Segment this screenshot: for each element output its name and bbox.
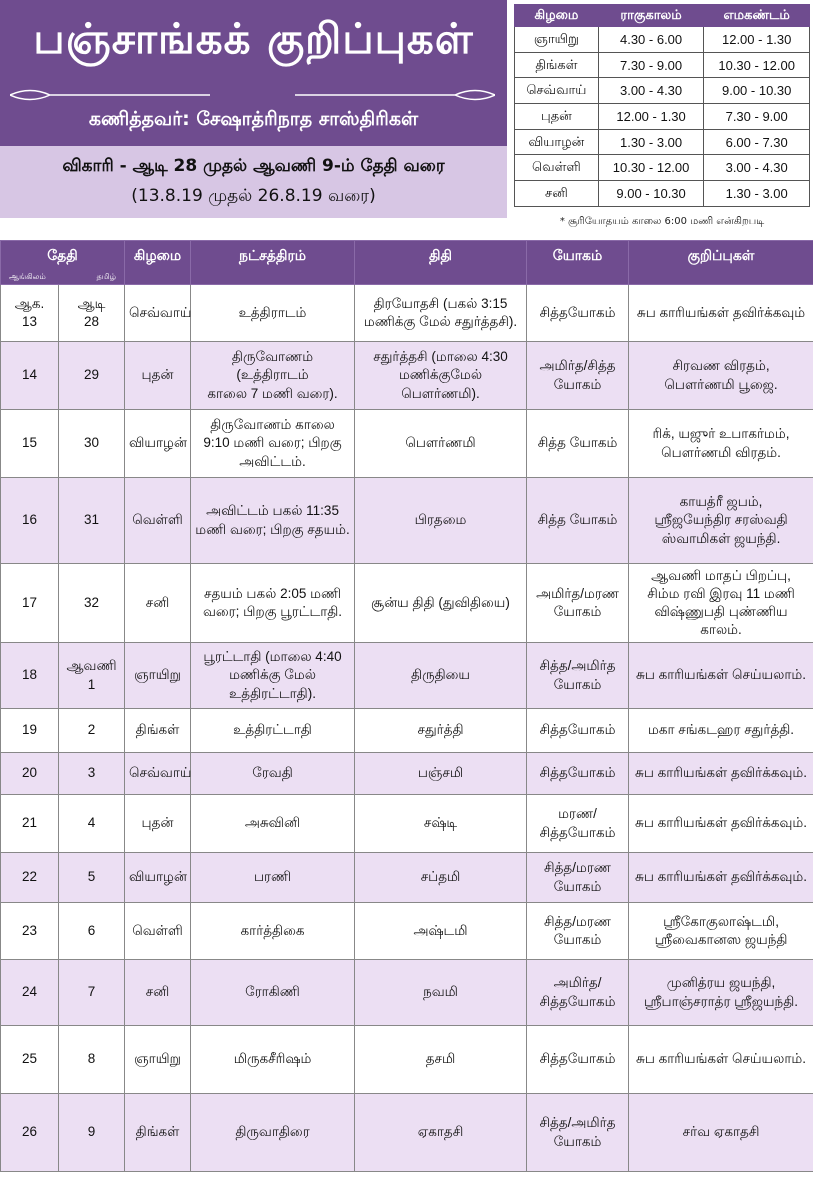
page-title: பஞ்சாங்கக் குறிப்புகள்	[33, 14, 474, 63]
kalam-row	[515, 155, 810, 181]
cell-nakshatra: மிருகசீரிஷம்	[191, 1026, 355, 1094]
cell-weekday: புதன்	[125, 342, 191, 410]
cell-nakshatra: திருவோணம் காலை 9:10 மணி வரை; பிறகு அவிட்டம்.	[191, 410, 355, 478]
cell-weekday: வெள்ளி	[125, 478, 191, 564]
cell-date-tamil: 2	[59, 709, 125, 753]
cell-nakshatra: ரேவதி	[191, 753, 355, 795]
kalam-row	[515, 129, 810, 155]
kalam-day: புதன்	[515, 104, 599, 130]
panchangam-table	[0, 240, 813, 1172]
cell-notes: சுப காரியங்கள் செய்யலாம்.	[629, 643, 813, 709]
cell-date-english: 17	[1, 564, 59, 643]
cell-date-english: 15	[1, 410, 59, 478]
cell-weekday: சனி	[125, 564, 191, 643]
cell-nakshatra: கார்த்திகை	[191, 903, 355, 960]
cell-notes: சுப காரியங்கள் தவிர்க்கவும்	[629, 285, 813, 342]
cell-notes: சர்வ ஏகாதசி	[629, 1094, 813, 1172]
cell-date-english: 14	[1, 342, 59, 410]
kalam-yama-time: 10.30 - 12.00	[704, 52, 810, 78]
cell-yoga: சித்தயோகம்	[527, 709, 629, 753]
kalam-yama-time: 3.00 - 4.30	[704, 155, 810, 181]
cell-date-english: 22	[1, 853, 59, 903]
cell-nakshatra: திருவோணம் (உத்திராடம் காலை 7 மணி வரை).	[191, 342, 355, 410]
divider-ornament-icon	[10, 86, 495, 104]
cell-date-tamil: ஆவணி 1	[59, 643, 125, 709]
table-row	[1, 903, 813, 960]
cell-yoga: சித்த யோகம்	[527, 410, 629, 478]
cell-date-tamil: 32	[59, 564, 125, 643]
kalam-rahu-time: 12.00 - 1.30	[598, 104, 704, 130]
rahu-yama-table	[514, 4, 810, 207]
cell-date-english: 23	[1, 903, 59, 960]
cell-date-tamil: 5	[59, 853, 125, 903]
cell-yoga: சித்தயோகம்	[527, 753, 629, 795]
kalam-day: செவ்வாய்	[515, 78, 599, 104]
cell-notes: மகா சங்கடஹர சதுர்த்தி.	[629, 709, 813, 753]
kalam-day: திங்கள்	[515, 52, 599, 78]
header-nakshatra: நட்சத்திரம்	[191, 241, 355, 285]
cell-nakshatra: உத்திரட்டாதி	[191, 709, 355, 753]
header-notes: குறிப்புகள்	[629, 241, 813, 285]
kalam-header-rahu: ராகுகாலம்	[598, 5, 704, 27]
sunrise-note: * சூரியோதயம் காலை 6:00 மணி என்கிறபடி	[559, 216, 765, 227]
period-tamil: விகாரி - ஆடி 28 முதல் ஆவணி 9-ம் தேதி வரை	[62, 156, 445, 176]
cell-yoga: அமிர்த/மரண யோகம்	[527, 564, 629, 643]
cell-yoga: சித்த/அமிர்த யோகம்	[527, 1094, 629, 1172]
cell-tithi: சதுர்த்தசி (மாலை 4:30 மணிக்குமேல் பௌர்ணமி).	[355, 342, 527, 410]
kalam-rahu-time: 1.30 - 3.00	[598, 129, 704, 155]
cell-nakshatra: பரணி	[191, 853, 355, 903]
cell-notes: சிரவண விரதம், பௌர்ணமி பூஜை.	[629, 342, 813, 410]
table-row	[1, 795, 813, 853]
cell-yoga: சித்த/அமிர்த யோகம்	[527, 643, 629, 709]
cell-tithi: பிரதமை	[355, 478, 527, 564]
header-date	[1, 241, 125, 285]
cell-notes: காயத்ரீ ஜபம், ஸ்ரீஜயேந்திர சரஸ்வதி ஸ்வாமிகள் ஜயந்தி.	[629, 478, 813, 564]
kalam-header-yama: எமகண்டம்	[704, 5, 810, 27]
table-row	[1, 753, 813, 795]
kalam-yama-time: 7.30 - 9.00	[704, 104, 810, 130]
cell-yoga: அமிர்த/சித்த யோகம்	[527, 342, 629, 410]
kalam-row	[515, 78, 810, 104]
cell-date-english: 19	[1, 709, 59, 753]
cell-tithi: பஞ்சமி	[355, 753, 527, 795]
kalam-row	[515, 52, 810, 78]
kalam-rahu-time: 9.00 - 10.30	[598, 181, 704, 207]
cell-weekday: ஞாயிறு	[125, 643, 191, 709]
table-row	[1, 564, 813, 643]
cell-date-english: 20	[1, 753, 59, 795]
cell-date-english: 21	[1, 795, 59, 853]
cell-notes: சுப காரியங்கள் தவிர்க்கவும்.	[629, 753, 813, 795]
table-row	[1, 960, 813, 1026]
header-date-tamil: தமிழ்	[96, 272, 117, 281]
period-english: (13.8.19 முதல் 26.8.19 வரை)	[131, 186, 376, 206]
kalam-yama-time: 6.00 - 7.30	[704, 129, 810, 155]
cell-yoga: சித்த/மரண யோகம்	[527, 903, 629, 960]
table-row	[1, 643, 813, 709]
kalam-yama-time: 9.00 - 10.30	[704, 78, 810, 104]
cell-date-english: 16	[1, 478, 59, 564]
cell-yoga: அமிர்த/ சித்தயோகம்	[527, 960, 629, 1026]
header-tithi: திதி	[355, 241, 527, 285]
kalam-header-day: கிழமை	[515, 5, 599, 27]
table-row	[1, 478, 813, 564]
cell-tithi: தசமி	[355, 1026, 527, 1094]
cell-nakshatra: அசுவினி	[191, 795, 355, 853]
cell-yoga: சித்த யோகம்	[527, 478, 629, 564]
cell-nakshatra: திருவாதிரை	[191, 1094, 355, 1172]
table-row	[1, 1094, 813, 1172]
cell-notes: முனித்ரய ஜயந்தி, ஸ்ரீபாஞ்சராத்ர ஸ்ரீஜயந்தி.	[629, 960, 813, 1026]
cell-date-english: 25	[1, 1026, 59, 1094]
cell-weekday: திங்கள்	[125, 1094, 191, 1172]
cell-date-english: 24	[1, 960, 59, 1026]
cell-weekday: வியாழன்	[125, 853, 191, 903]
cell-yoga: சித்தயோகம்	[527, 285, 629, 342]
cell-weekday: ஞாயிறு	[125, 1026, 191, 1094]
cell-weekday: திங்கள்	[125, 709, 191, 753]
cell-tithi: பௌர்ணமி	[355, 410, 527, 478]
cell-date-tamil: 9	[59, 1094, 125, 1172]
cell-date-tamil: 29	[59, 342, 125, 410]
kalam-row	[515, 27, 810, 53]
header-date-label: தேதி	[47, 247, 78, 263]
cell-notes: ஆவணி மாதப் பிறப்பு, சிம்ம ரவி இரவு 11 மணி விஷ்ணுபதி புண்ணிய காலம்.	[629, 564, 813, 643]
cell-tithi: ஏகாதசி	[355, 1094, 527, 1172]
cell-nakshatra: சதயம் பகல் 2:05 மணி வரை; பிறகு பூரட்டாதி.	[191, 564, 355, 643]
kalam-yama-time: 1.30 - 3.00	[704, 181, 810, 207]
kalam-rahu-time: 10.30 - 12.00	[598, 155, 704, 181]
cell-yoga: சித்தயோகம்	[527, 1026, 629, 1094]
cell-notes: சுப காரியங்கள் தவிர்க்கவும்.	[629, 795, 813, 853]
kalam-yama-time: 12.00 - 1.30	[704, 27, 810, 53]
cell-date-tamil: 6	[59, 903, 125, 960]
cell-date-tamil: 8	[59, 1026, 125, 1094]
kalam-rahu-time: 4.30 - 6.00	[598, 27, 704, 53]
author-byline: கணித்தவர்: சேஷாத்ரிநாத சாஸ்திரிகள்	[88, 108, 419, 130]
cell-weekday: வியாழன்	[125, 410, 191, 478]
cell-tithi: நவமி	[355, 960, 527, 1026]
header-block	[0, 0, 507, 218]
kalam-day: வெள்ளி	[515, 155, 599, 181]
kalam-row	[515, 104, 810, 130]
cell-weekday: செவ்வாய்	[125, 285, 191, 342]
cell-notes: ரிக், யஜுர் உபாகர்மம், பௌர்ணமி விரதம்.	[629, 410, 813, 478]
table-row	[1, 285, 813, 342]
cell-weekday: புதன்	[125, 795, 191, 853]
table-row	[1, 1026, 813, 1094]
cell-date-english: 26	[1, 1094, 59, 1172]
cell-date-tamil: 4	[59, 795, 125, 853]
cell-notes: சுப காரியங்கள் செய்யலாம்.	[629, 1026, 813, 1094]
cell-date-english: ஆக. 13	[1, 285, 59, 342]
kalam-day: ஞாயிறு	[515, 27, 599, 53]
cell-weekday: வெள்ளி	[125, 903, 191, 960]
cell-notes: ஸ்ரீகோகுலாஷ்டமி, ஸ்ரீவைகானஸ ஜயந்தி	[629, 903, 813, 960]
kalam-row	[515, 181, 810, 207]
cell-date-tamil: 3	[59, 753, 125, 795]
cell-weekday: சனி	[125, 960, 191, 1026]
cell-date-tamil: 7	[59, 960, 125, 1026]
cell-tithi: அஷ்டமி	[355, 903, 527, 960]
cell-tithi: திருதியை	[355, 643, 527, 709]
table-row	[1, 410, 813, 478]
table-row	[1, 853, 813, 903]
cell-tithi: சதுர்த்தி	[355, 709, 527, 753]
cell-tithi: சூன்ய திதி (துவிதியை)	[355, 564, 527, 643]
cell-weekday: செவ்வாய்	[125, 753, 191, 795]
cell-tithi: சஷ்டி	[355, 795, 527, 853]
cell-nakshatra: பூரட்டாதி (மாலை 4:40 மணிக்கு மேல் உத்திரட்டாதி).	[191, 643, 355, 709]
table-row	[1, 709, 813, 753]
cell-date-english: 18	[1, 643, 59, 709]
cell-tithi: திரயோதசி (பகல் 3:15 மணிக்கு மேல் சதுர்த்தசி).	[355, 285, 527, 342]
cell-nakshatra: அவிட்டம் பகல் 11:35 மணி வரை; பிறகு சதயம்.	[191, 478, 355, 564]
kalam-rahu-time: 7.30 - 9.00	[598, 52, 704, 78]
cell-notes: சுப காரியங்கள் தவிர்க்கவும்.	[629, 853, 813, 903]
cell-date-tamil: ஆடி 28	[59, 285, 125, 342]
cell-tithi: சப்தமி	[355, 853, 527, 903]
table-row	[1, 342, 813, 410]
cell-yoga: சித்த/மரண யோகம்	[527, 853, 629, 903]
kalam-day: சனி	[515, 181, 599, 207]
kalam-day: வியாழன்	[515, 129, 599, 155]
cell-nakshatra: உத்திராடம்	[191, 285, 355, 342]
cell-yoga: மரண/ சித்தயோகம்	[527, 795, 629, 853]
header-date-english: ஆங்கிலம்	[9, 272, 46, 281]
kalam-rahu-time: 3.00 - 4.30	[598, 78, 704, 104]
cell-date-tamil: 31	[59, 478, 125, 564]
header-yoga: யோகம்	[527, 241, 629, 285]
header-weekday: கிழமை	[125, 241, 191, 285]
cell-date-tamil: 30	[59, 410, 125, 478]
cell-nakshatra: ரோகிணி	[191, 960, 355, 1026]
